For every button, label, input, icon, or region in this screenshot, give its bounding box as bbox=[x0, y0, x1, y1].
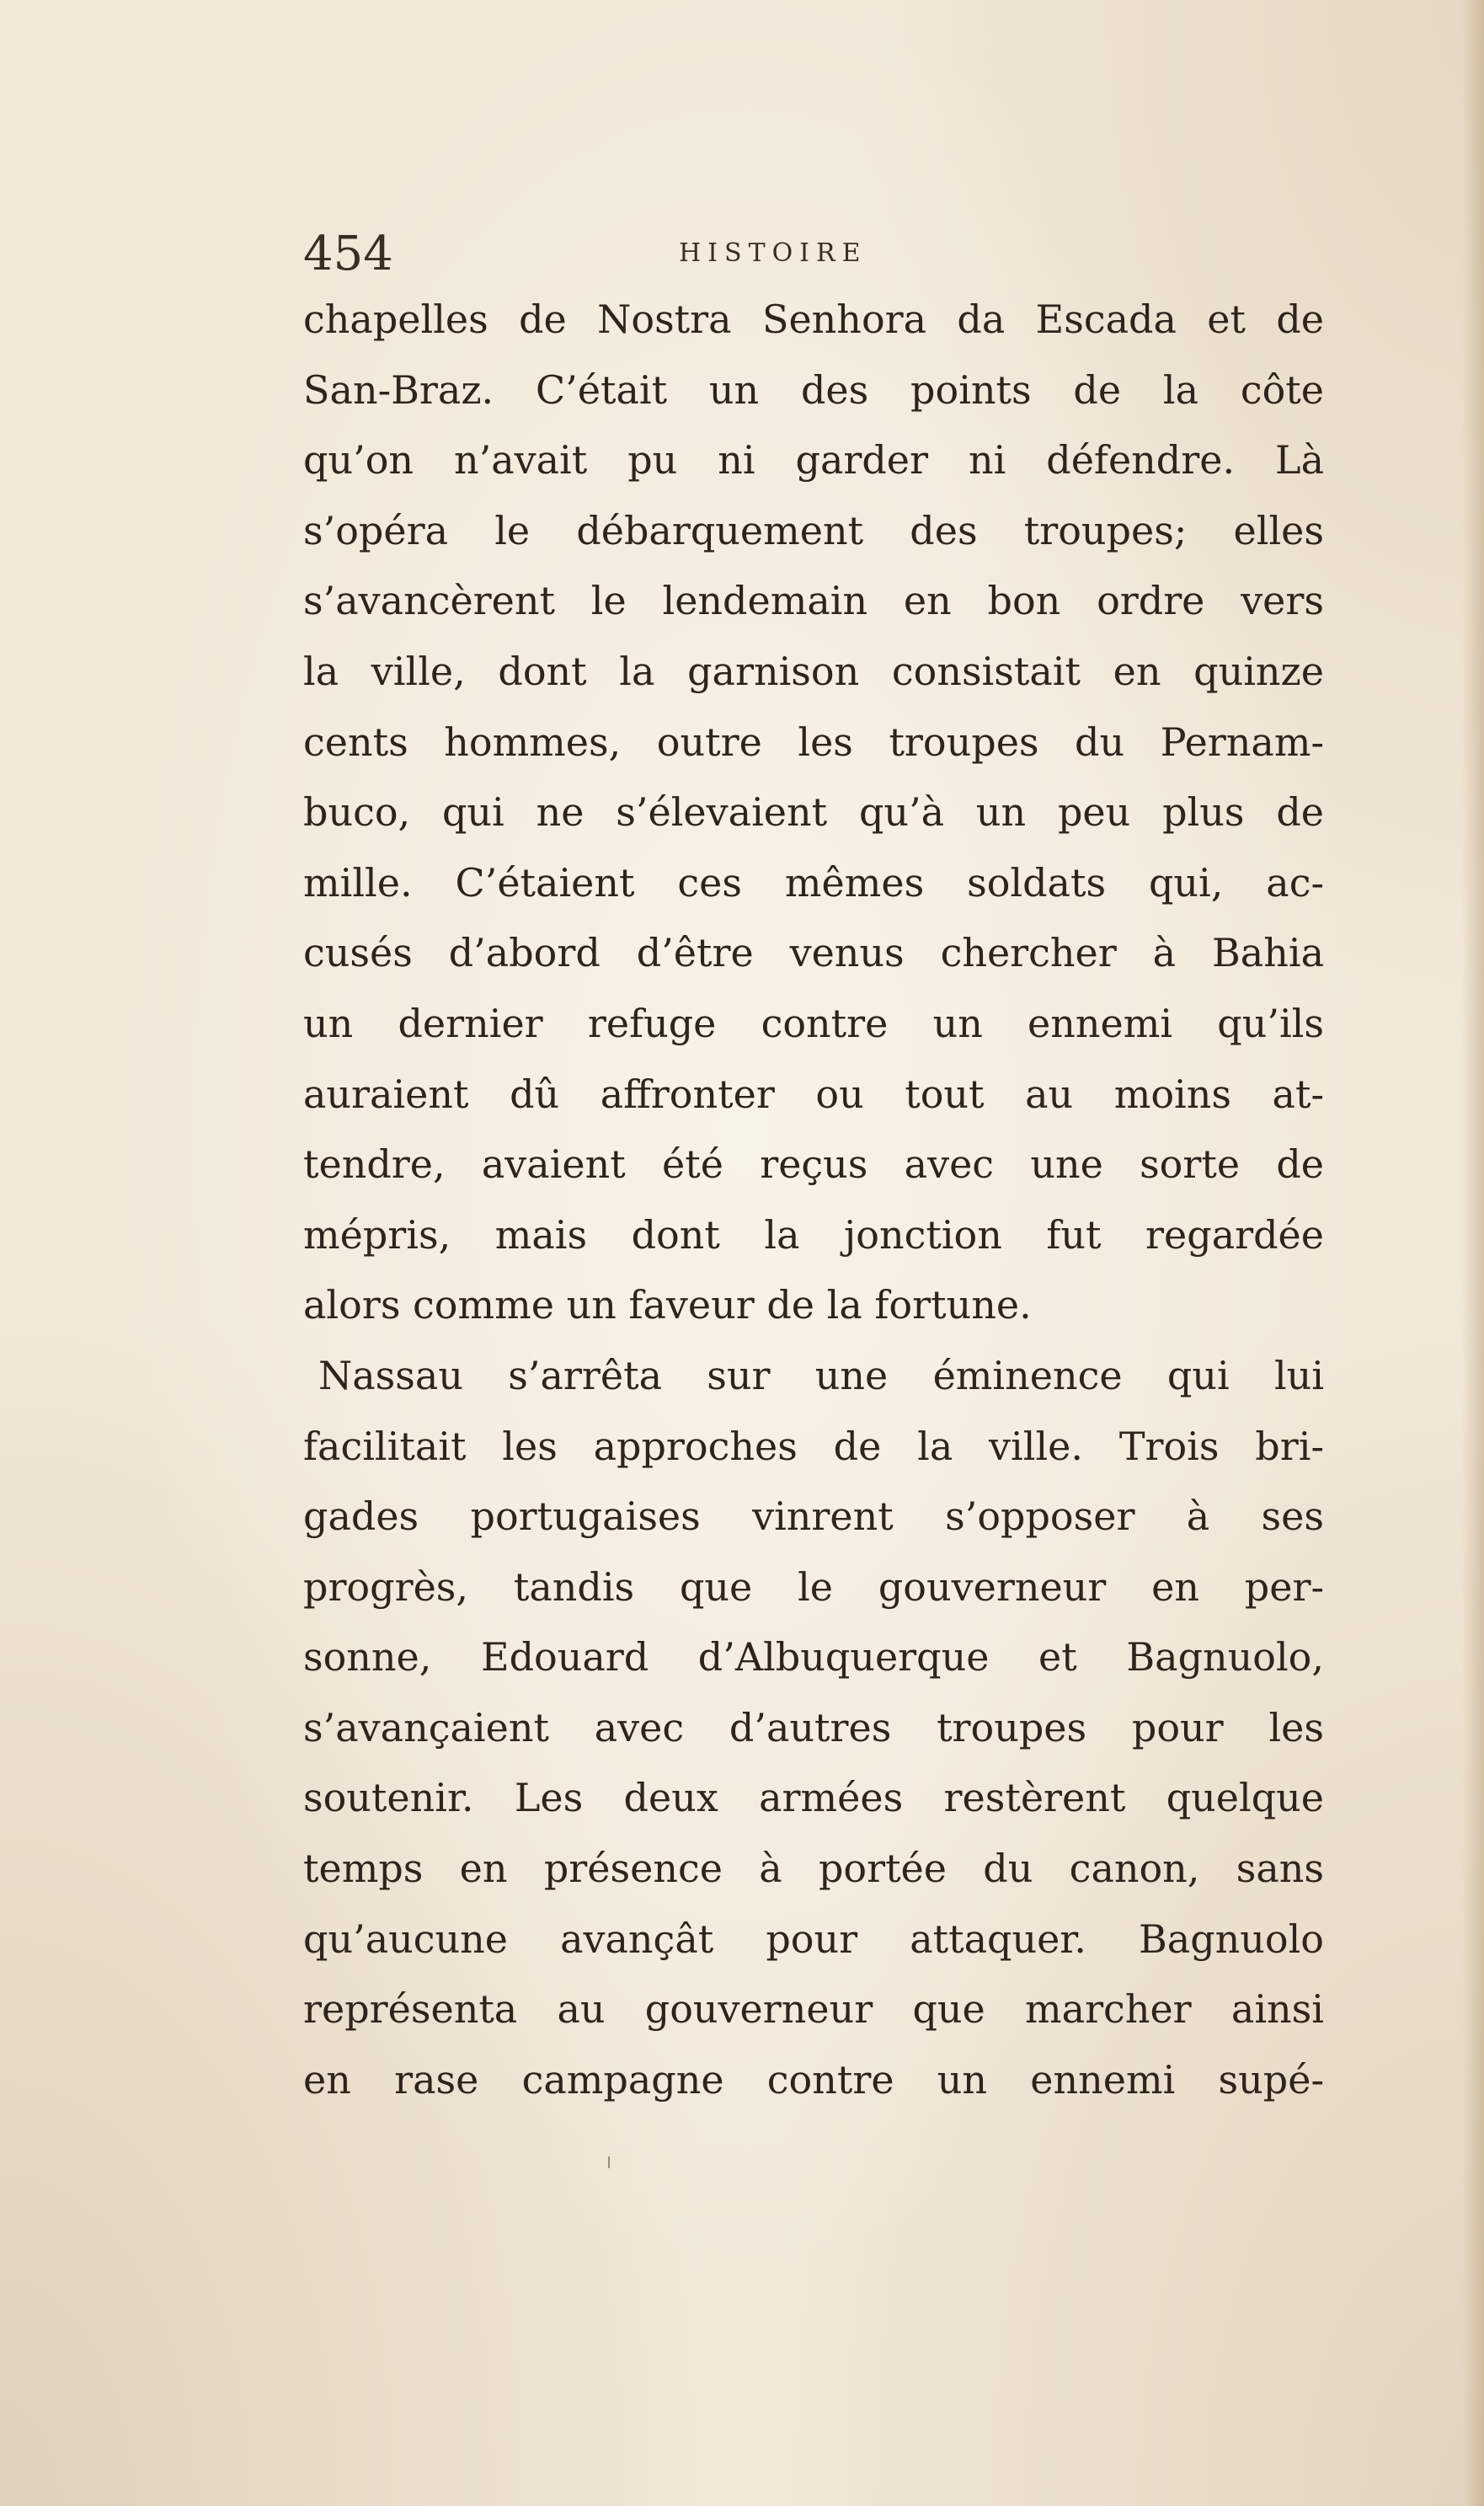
body-text bbox=[303, 285, 1324, 2115]
text-line: s’opéra le débarquement des troupes; elles bbox=[303, 507, 1324, 553]
text-line: s’avançaient avec d’autres troupes pour les bbox=[303, 1704, 1324, 1750]
page-header bbox=[303, 221, 1348, 288]
text-line: cents hommes, outre les troupes du Pernam- bbox=[303, 719, 1324, 765]
text-line: mépris, mais dont la jonction fut regardée bbox=[303, 1211, 1324, 1258]
text-line: un dernier refuge contre un ennemi qu’ils bbox=[303, 1000, 1324, 1046]
printer-mark bbox=[608, 2156, 610, 2168]
page-number: 454 bbox=[303, 227, 393, 281]
text-line: s’avancèrent le lendemain en bon ordre vers bbox=[303, 578, 1324, 624]
text-line: qu’on n’avait pu ni garder ni défendre. Là bbox=[303, 437, 1324, 484]
text-line: gades portugaises vinrent s’opposer à ses bbox=[303, 1493, 1324, 1540]
page-edge-shadow bbox=[1462, 0, 1484, 2506]
text-line: cusés d’abord d’être venus chercher à Bahia bbox=[303, 930, 1324, 976]
text-line: mille. C’étaient ces mêmes soldats qui, ac- bbox=[303, 859, 1324, 906]
text-line: sonne, Edouard d’Albuquerque et Bagnuolo, bbox=[303, 1634, 1324, 1680]
text-line: représenta au gouverneur que marcher ainsi bbox=[303, 1986, 1324, 2033]
running-head: HISTOIRE bbox=[679, 238, 867, 268]
text-line: soutenir. Les deux armées restèrent quelque bbox=[303, 1775, 1324, 1821]
text-line: chapelles de Nostra Senhora da Escada et de bbox=[303, 297, 1324, 342]
text-line: San-Braz. C’était un des points de la côte bbox=[303, 366, 1324, 413]
text-line: buco, qui ne s’élevaient qu’à un peu plus de bbox=[303, 789, 1324, 836]
paragraph-start-line: Nassau s’arrêta sur une éminence qui lui bbox=[318, 1352, 1324, 1398]
text-line: la ville, dont la garnison consistait en quinze bbox=[303, 648, 1324, 694]
text-line: progrès, tandis que le gouverneur en per- bbox=[303, 1563, 1324, 1610]
text-line: auraient dû affronter ou tout au moins at- bbox=[303, 1071, 1324, 1117]
text-line: tendre, avaient été reçus avec une sorte de bbox=[303, 1141, 1324, 1188]
text-line: qu’aucune avançât pour attaquer. Bagnuolo bbox=[303, 1916, 1324, 1962]
text-line: temps en présence à portée du canon, sans bbox=[303, 1846, 1324, 1892]
text-line: facilitait les approches de la ville. Trois bri- bbox=[303, 1423, 1324, 1469]
text-line: alors comme un faveur de la fortune. bbox=[303, 1282, 1032, 1328]
text-line: en rase campagne contre un ennemi supé- bbox=[303, 2056, 1324, 2103]
